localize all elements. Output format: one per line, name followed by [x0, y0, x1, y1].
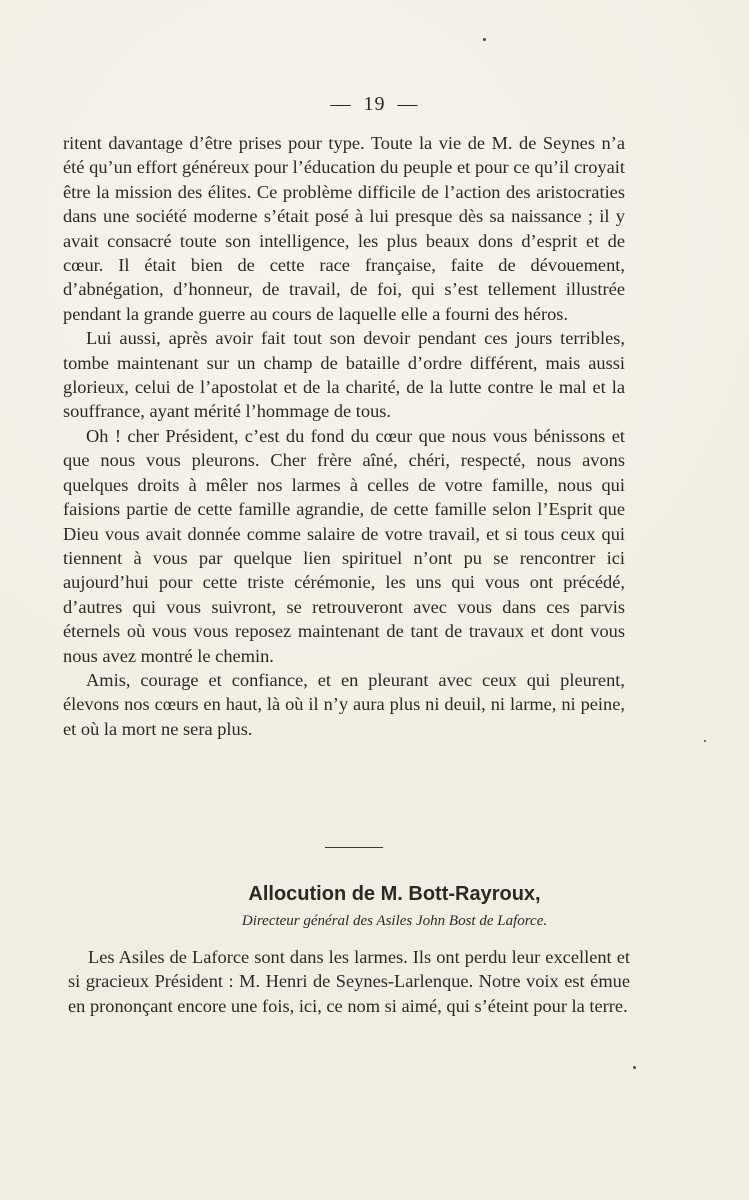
- section-title: Allocution de M. Bott-Rayroux,: [248, 883, 541, 905]
- paper-speck: [483, 38, 486, 41]
- paper-speck: [633, 1066, 636, 1069]
- paragraph-1: ritent davantage d’être prises pour type. Toute la vie de M. de Seynes n’a été qu’un effort généreux pour l’éducation du peuple et pour ce qu’il croyait être la mission des élites. Ce problème difficile de l’action des aristocraties dans une société moderne s’était posé à lui presque dès sa naissance ; il y avait consacré toute son intelligence, les plus beaux dons d’esprit et de cœur. Il était bien de cette race française, faite de dévouement, d’abnégation, d’honneur, de travail, de foi, qui s’est tellement illustrée pendant la grande guerre au cours de laquelle elle a fourni des héros.: [63, 133, 625, 324]
- section-subtitle: Directeur général des Asiles John Bost de Laforce.: [241, 913, 548, 929]
- paragraph-3: Oh ! cher Président, c’est du fond du cœur que nous vous bénissons et que nous vous pleurons. Cher frère aîné, chéri, respecté, nous avons quelques droits à mêler nos larmes à celles de votre famille, nous qui faisions partie de cette famille agrandie, de cette famille selon l’Esprit que Dieu vous avait donnée comme salaire de votre travail, et si tous ceux qui tiennent à vous par quelque lien spirituel n’ont pu se rencontrer ici aujourd’hui pour cette triste cérémonie, les uns qui vous ont précédé, d’autres qui vous suivront, se retrouveront avec vous dans ces parvis éternels où vous vous reposez maintenant de tant de travaux et dont vous nous avez montré le chemin.: [63, 425, 625, 666]
- main-text: [63, 131, 625, 741]
- section-text: [68, 945, 630, 1018]
- paragraph-4: Amis, courage et confiance, et en pleurant avec ceux qui pleurent, élevons nos cœurs en haut, là où il n’y aura plus ni deuil, ni larme, ni peine, et où la mort ne sera plus.: [63, 669, 625, 739]
- paragraph-2: Lui aussi, après avoir fait tout son devoir pendant ces jours terribles, tombe maintenant sur un champ de bataille d’ordre différent, mais aussi glorieux, celui de l’apostolat et de la charité, de la lutte contre le mal et la souffrance, ayant mérité l’hommage de tous.: [63, 328, 625, 422]
- section-divider: [325, 847, 383, 848]
- page-number: — 19 —: [330, 93, 419, 115]
- section-heading: [0, 880, 749, 932]
- paper-speck: [704, 740, 706, 742]
- section-paragraph-1: Les Asiles de Laforce sont dans les larmes. Ils ont perdu leur excellent et si gracieux Président : M. Henri de Seynes-Larlenque. Notre voix est émue en prononçant encore une fois, ici, ce nom si aimé, qui s’éteint pour la terre.: [68, 947, 630, 1016]
